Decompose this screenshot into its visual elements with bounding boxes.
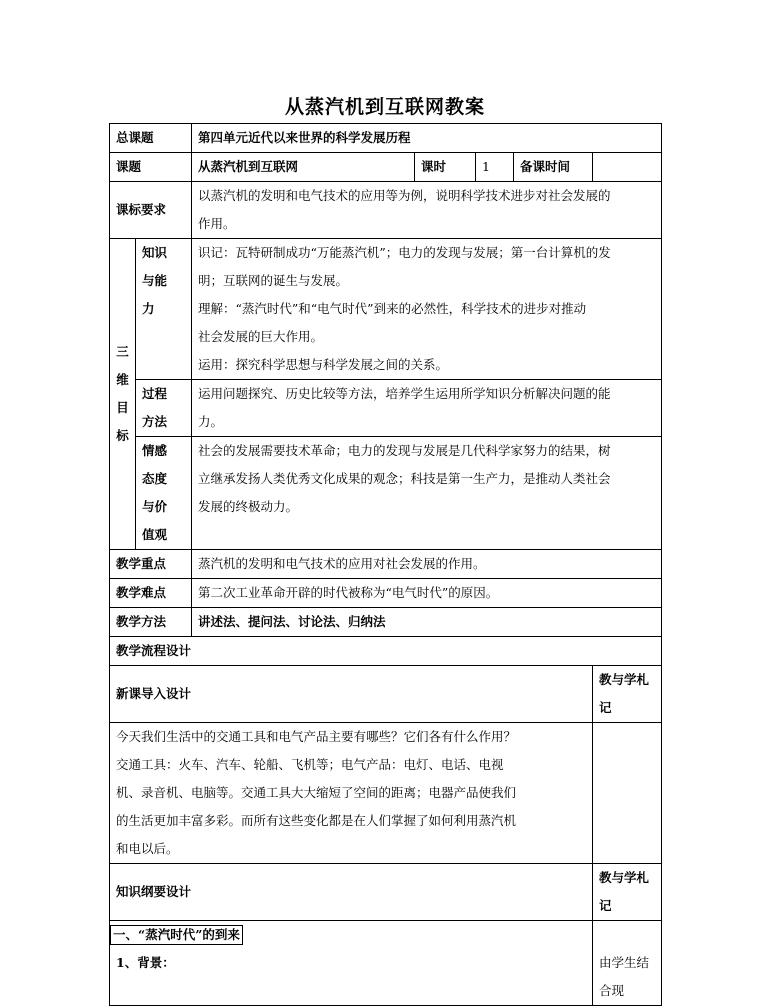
lesson-plan-table: [109, 123, 662, 1006]
emotion-line: 发展的终极动力。: [198, 499, 299, 514]
row-method: [110, 608, 662, 637]
difficulty-label: 教学难点: [110, 579, 192, 608]
knowledge-line: 运用：探究科学思想与科学发展之间的关系。: [198, 357, 449, 372]
row-goal-knowledge: [110, 239, 662, 380]
section-heading-steam-age: 一、“蒸汽时代”的到来: [110, 925, 243, 945]
method-value: 讲述法、提问法、讨论法、归纳法: [192, 608, 662, 637]
outline-label: 知识纲要设计: [110, 864, 593, 921]
row-outline-header: [110, 864, 662, 921]
knowledge-label: 知识 与能 力: [136, 239, 192, 380]
intro-notes-label: 教与学札记: [593, 666, 662, 723]
standard-line: 以蒸汽机的发明和电气技术的应用等为例，说明科学技术进步对社会发展的: [198, 188, 611, 203]
intro-line: 和电以后。: [116, 841, 179, 856]
row-focus: [110, 550, 662, 579]
row-standard: [110, 182, 662, 239]
process-line: 力。: [198, 414, 224, 429]
intro-line: 交通工具：火车、汽车、轮船、飞机等；电气产品：电灯、电话、电视: [116, 757, 504, 772]
hours-label: 课时: [415, 153, 476, 182]
general-topic-value: 第四单元近代以来世界的科学发展历程: [192, 124, 662, 153]
general-topic-label: 总课题: [110, 124, 192, 153]
emotion-line: 社会的发展需要技术革命；电力的发现与发展是几代科学家努力的结果，树: [198, 443, 611, 458]
hours-value: 1: [476, 153, 514, 182]
intro-line: 今天我们生活中的交通工具和电气产品主要有哪些？它们各有什么作用？: [116, 729, 517, 744]
emotion-label: 情感 态度 与价 值观: [136, 437, 192, 550]
method-label: 教学方法: [110, 608, 192, 637]
standard-text: [192, 182, 662, 239]
intro-label: 新课导入设计: [110, 666, 593, 723]
lesson-value: 从蒸汽机到互联网: [192, 153, 415, 182]
intro-notes: [593, 723, 662, 864]
row-outline-body: [110, 921, 662, 1006]
intro-line: 机、录音机、电脑等。交通工具大大缩短了空间的距离；电器产品使我们: [116, 785, 517, 800]
knowledge-line: 理解：“蒸汽时代”和“电气时代”到来的必然性，科学技术的进步对推动: [198, 301, 587, 316]
intro-text: [110, 723, 593, 864]
emotion-line: 立继承发扬人类优秀文化成果的观念；科技是第一生产力，是推动人类社会: [198, 471, 611, 486]
standard-label: 课标要求: [110, 182, 192, 239]
prep-time-value: [593, 153, 662, 182]
knowledge-line: 社会发展的巨大作用。: [198, 329, 324, 344]
focus-label: 教学重点: [110, 550, 192, 579]
knowledge-text: [192, 239, 662, 380]
prep-time-label: 备课时间: [514, 153, 593, 182]
row-lesson: [110, 153, 662, 182]
knowledge-line: 明；互联网的诞生与发展。: [198, 273, 349, 288]
lesson-label: 课题: [110, 153, 192, 182]
flow-label: 教学流程设计: [110, 637, 662, 666]
intro-line: 的生活更加丰富多彩。而所有这些变化都是在人们掌握了如何利用蒸汽机: [116, 813, 517, 828]
outline-notes-label: 教与学札记: [593, 864, 662, 921]
document-title: 从蒸汽机到互联网教案: [284, 96, 485, 118]
process-line: 运用问题探究、历史比较等方法，培养学生运用所学知识分析解决问题的能: [198, 386, 611, 401]
outline-item-background: 1、背景：: [116, 955, 175, 970]
standard-line: 作用。: [198, 216, 236, 231]
row-flow: [110, 637, 662, 666]
row-goal-emotion: [110, 437, 662, 550]
row-intro-header: [110, 666, 662, 723]
emotion-text: [192, 437, 662, 550]
row-goal-process: [110, 380, 662, 437]
outline-notes: [593, 921, 662, 1006]
row-intro-body: [110, 723, 662, 864]
three-dim-goal-label: 三 维 目 标: [110, 239, 136, 550]
outline-text: [110, 921, 593, 1006]
difficulty-value: 第二次工业革命开辟的时代被称为“电气时代”的原因。: [192, 579, 662, 608]
outline-note-line: 由学生结合现: [599, 955, 650, 998]
process-label: 过程 方法: [136, 380, 192, 437]
row-general-topic: [110, 124, 662, 153]
process-text: [192, 380, 662, 437]
knowledge-line: 识记：瓦特研制成功“万能蒸汽机”；电力的发现与发展；第一台计算机的发: [198, 245, 611, 260]
row-difficulty: [110, 579, 662, 608]
focus-value: 蒸汽机的发明和电气技术的应用对社会发展的作用。: [192, 550, 662, 579]
